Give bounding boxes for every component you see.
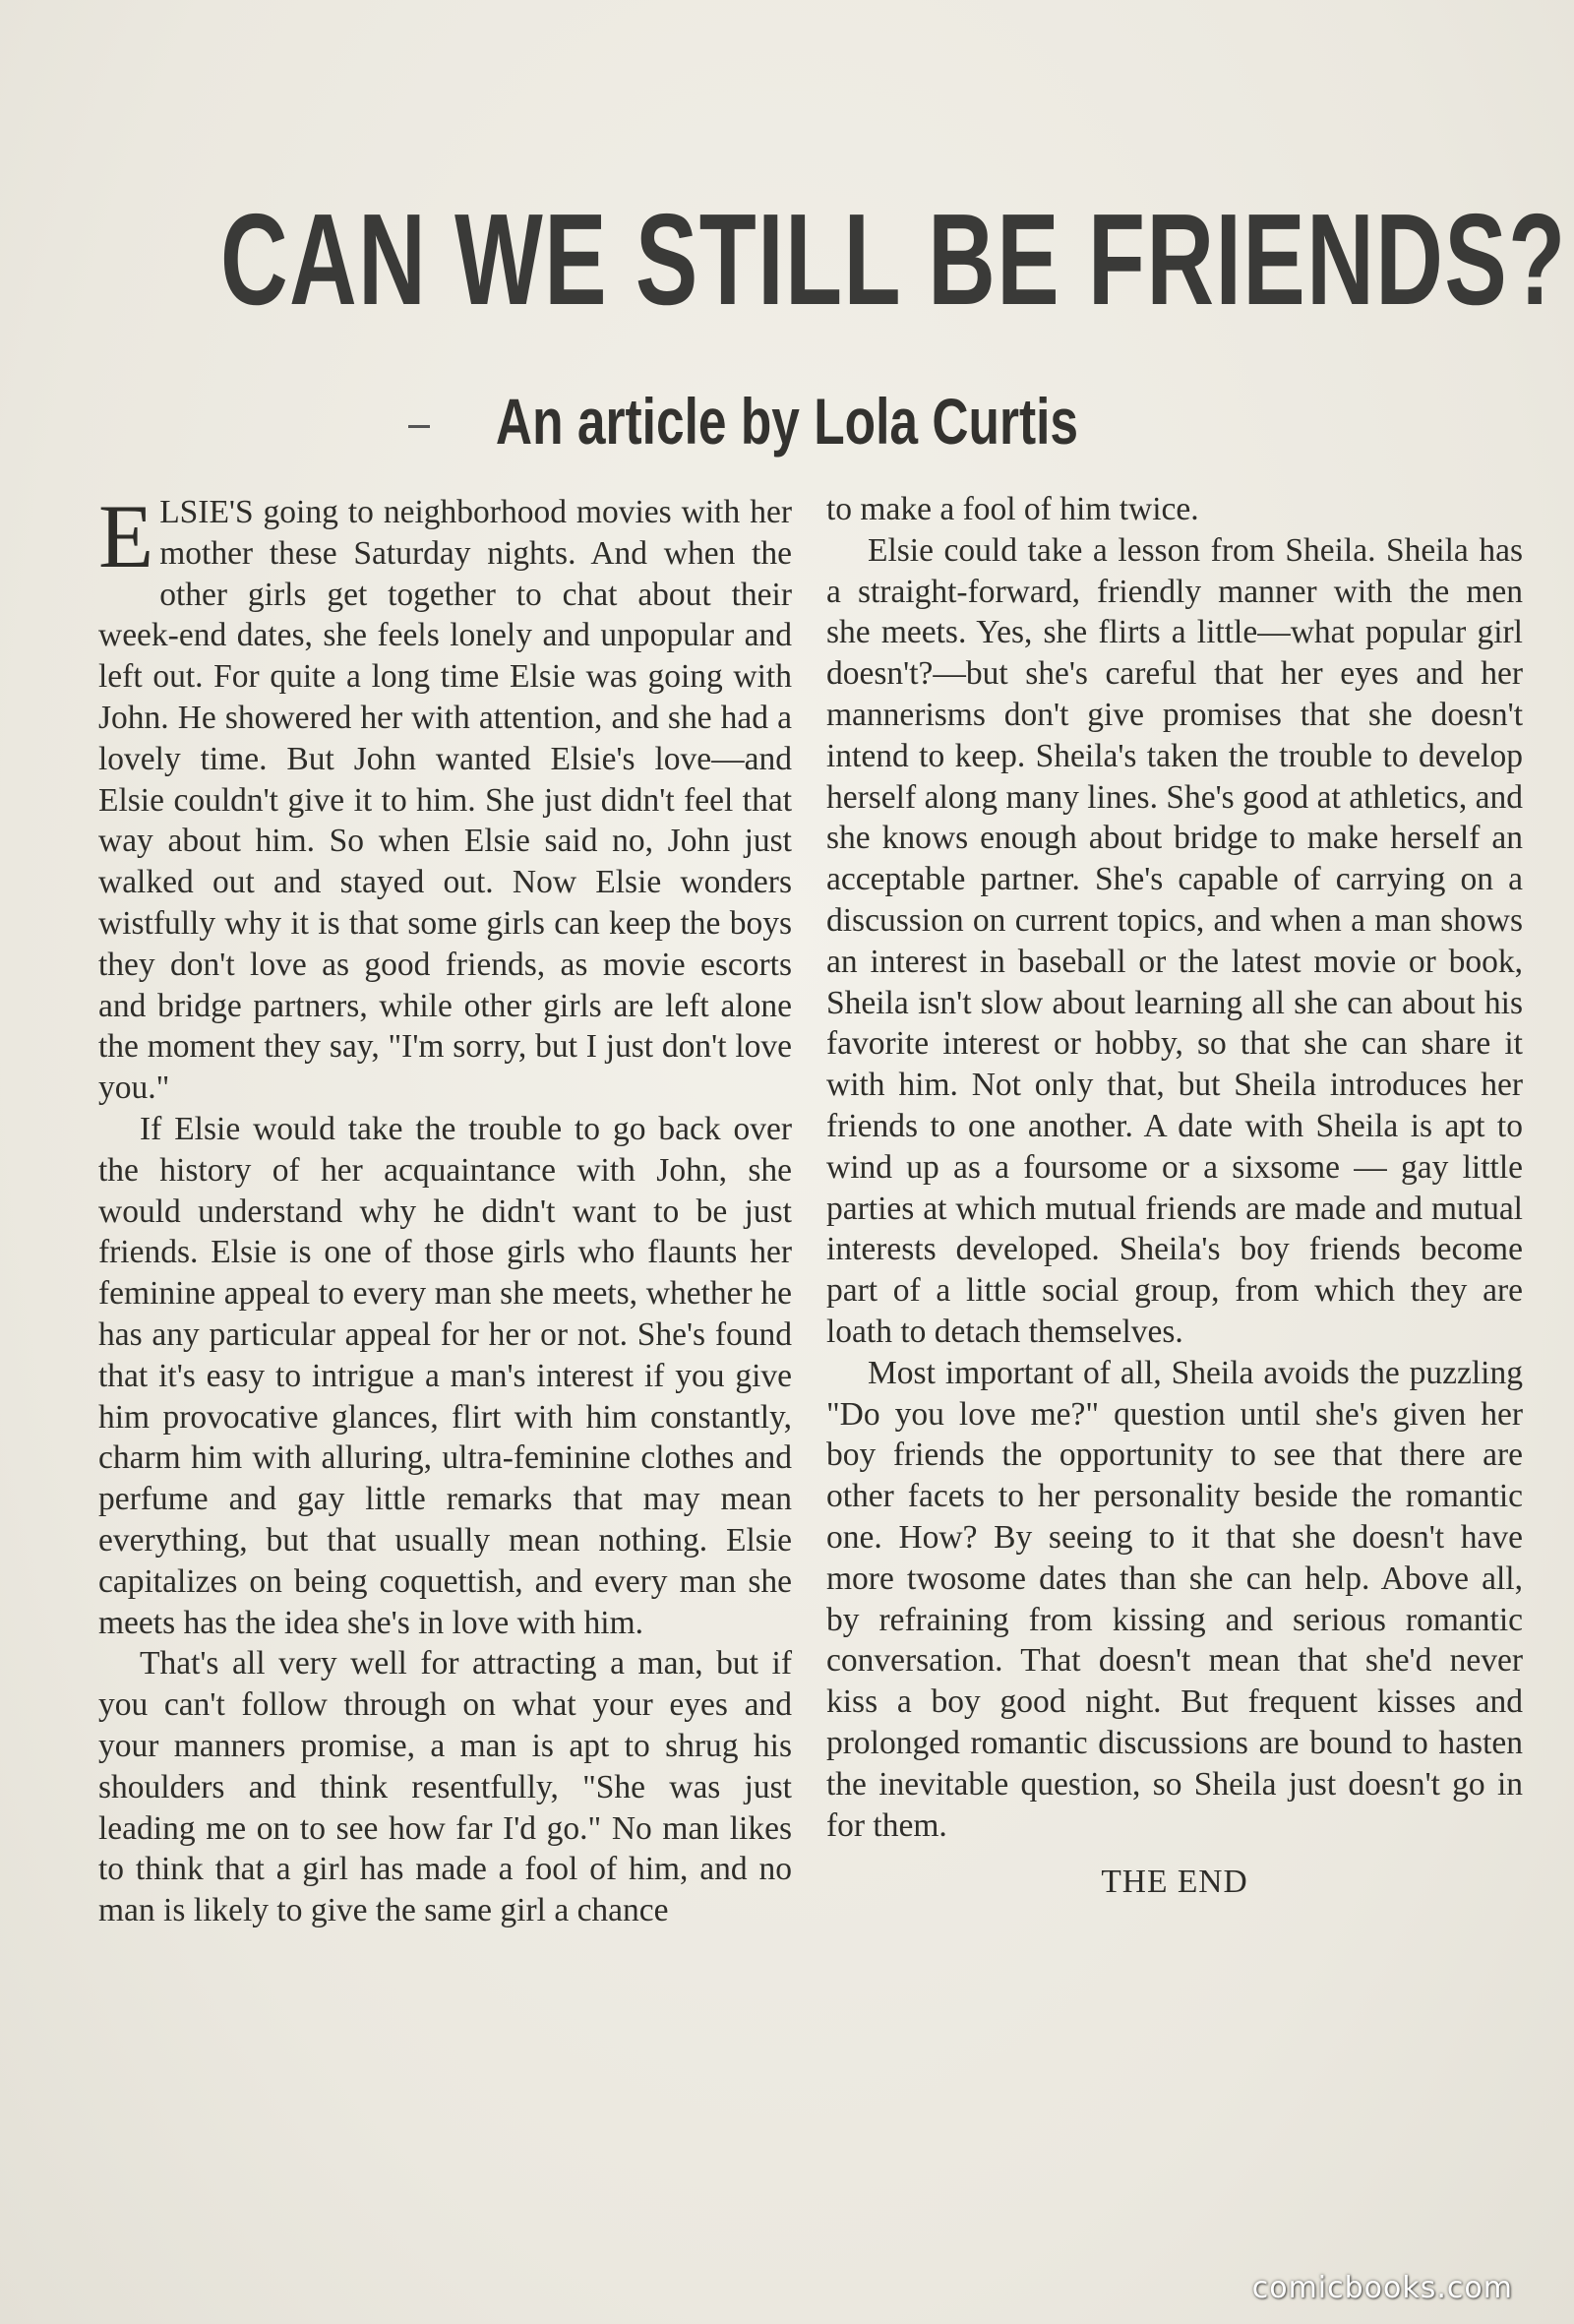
the-end: THE END [1101,1864,1248,1901]
watermark: comicbooks.com [1251,2271,1513,2305]
paragraph-5: Most important of all, Sheila avoids the puzzling "Do you love me?" question until she's given her boy friends the opportunity to see that there are other facets to her personality beside the romantic one. How? By seeing to it that she doesn't have more twosome dates than she can help. Above all, by refraining from kissing and serious romantic conversation. That doesn't mean that she'd never kiss a boy good night. But frequent kisses and prolonged romantic discussions are bound to hasten the inevitable question, so Sheila just doesn't go in for them. [826,1354,1523,1844]
paragraph-3-continued: to make a fool of him twice. [826,491,1199,527]
paragraph-4: Elsie could take a lesson from Sheila. Sheila has a straight-forward, friendly manner with the men she meets. Yes, she flirts a little—what popular girl doesn't?—but she's careful that her eyes and her mannerisms don't give promises that she doesn't intend to keep. Sheila's taken the trouble to develop herself along many lines. She's good at athletics, and she knows enough about bridge to make herself an acceptable partner. She's capable of carrying on a discussion on current topics, and when a man shows an interest in baseball or the latest movie or book, Sheila isn't slow about learning all she can about his favorite interest or hobby, so that she can share it with him. Not only that, but Sheila introduces her friends to one another. A date with Sheila is apt to wind up as a foursome or a sixsome — gay little parties at which mutual friends are made and mutual interests developed. Sheila's boy friends become part of a little social group, from which they are loath to detach themselves. [826,531,1523,1350]
article-byline: An article by Lola Curtis [495,385,1079,458]
left-column [98,486,792,1931]
paragraph-2: If Elsie would take the trouble to go back over the history of her acquaintance with John, she would understand why he didn't want to be just friends. Elsie is one of those girls who flaunts her feminine appeal to every man she meets, whether he has any particular appeal for her or not. She's found that it's easy to intrigue a man's interest if you give him provocative glances, flirt with him constantly, charm him with alluring, ultra-feminine clothes and perfume and gay little remarks that may mean everything, but that usually mean nothing. Elsie capitalizes on being coquettish, and every man she meets has the idea she's in love with him. [98,1110,792,1641]
paragraph-1-text: LSIE'S going to neighborhood movies with her mother these Saturday nights. And when the other girls get together to chat about their week-end dates, she feels lonely and unpopular and left out. For quite a long time Elsie was going with John. He showered her with attention, and she had a lovely time. But John wanted Elsie's love—and Elsie couldn't give it to him. She just didn't feel that way about him. So when Elsie said no, John just walked out and stayed out. Now Elsie wonders wistfully why it is that some girls can keep the boys they don't love as good friends, as movie escorts and bridge partners, while other girls are left alone the moment they say, "I'm sorry, but I just don't love you." [98,494,792,1107]
paragraph-3: That's all very well for attracting a man, but if you can't follow through on what your eyes and your manners promise, a man is apt to shrug his shoulders and think resentfully, "She was just leading me on to see how far I'd go." No man likes to think that a girl has made a fool of him, and no man is likely to give the same girl a chance [98,1645,792,1929]
paragraph-1 [98,486,792,1109]
right-column [826,489,1523,1903]
drop-cap: E [98,486,154,586]
article-title: CAN WE STILL BE FRIENDS? [220,187,1567,332]
